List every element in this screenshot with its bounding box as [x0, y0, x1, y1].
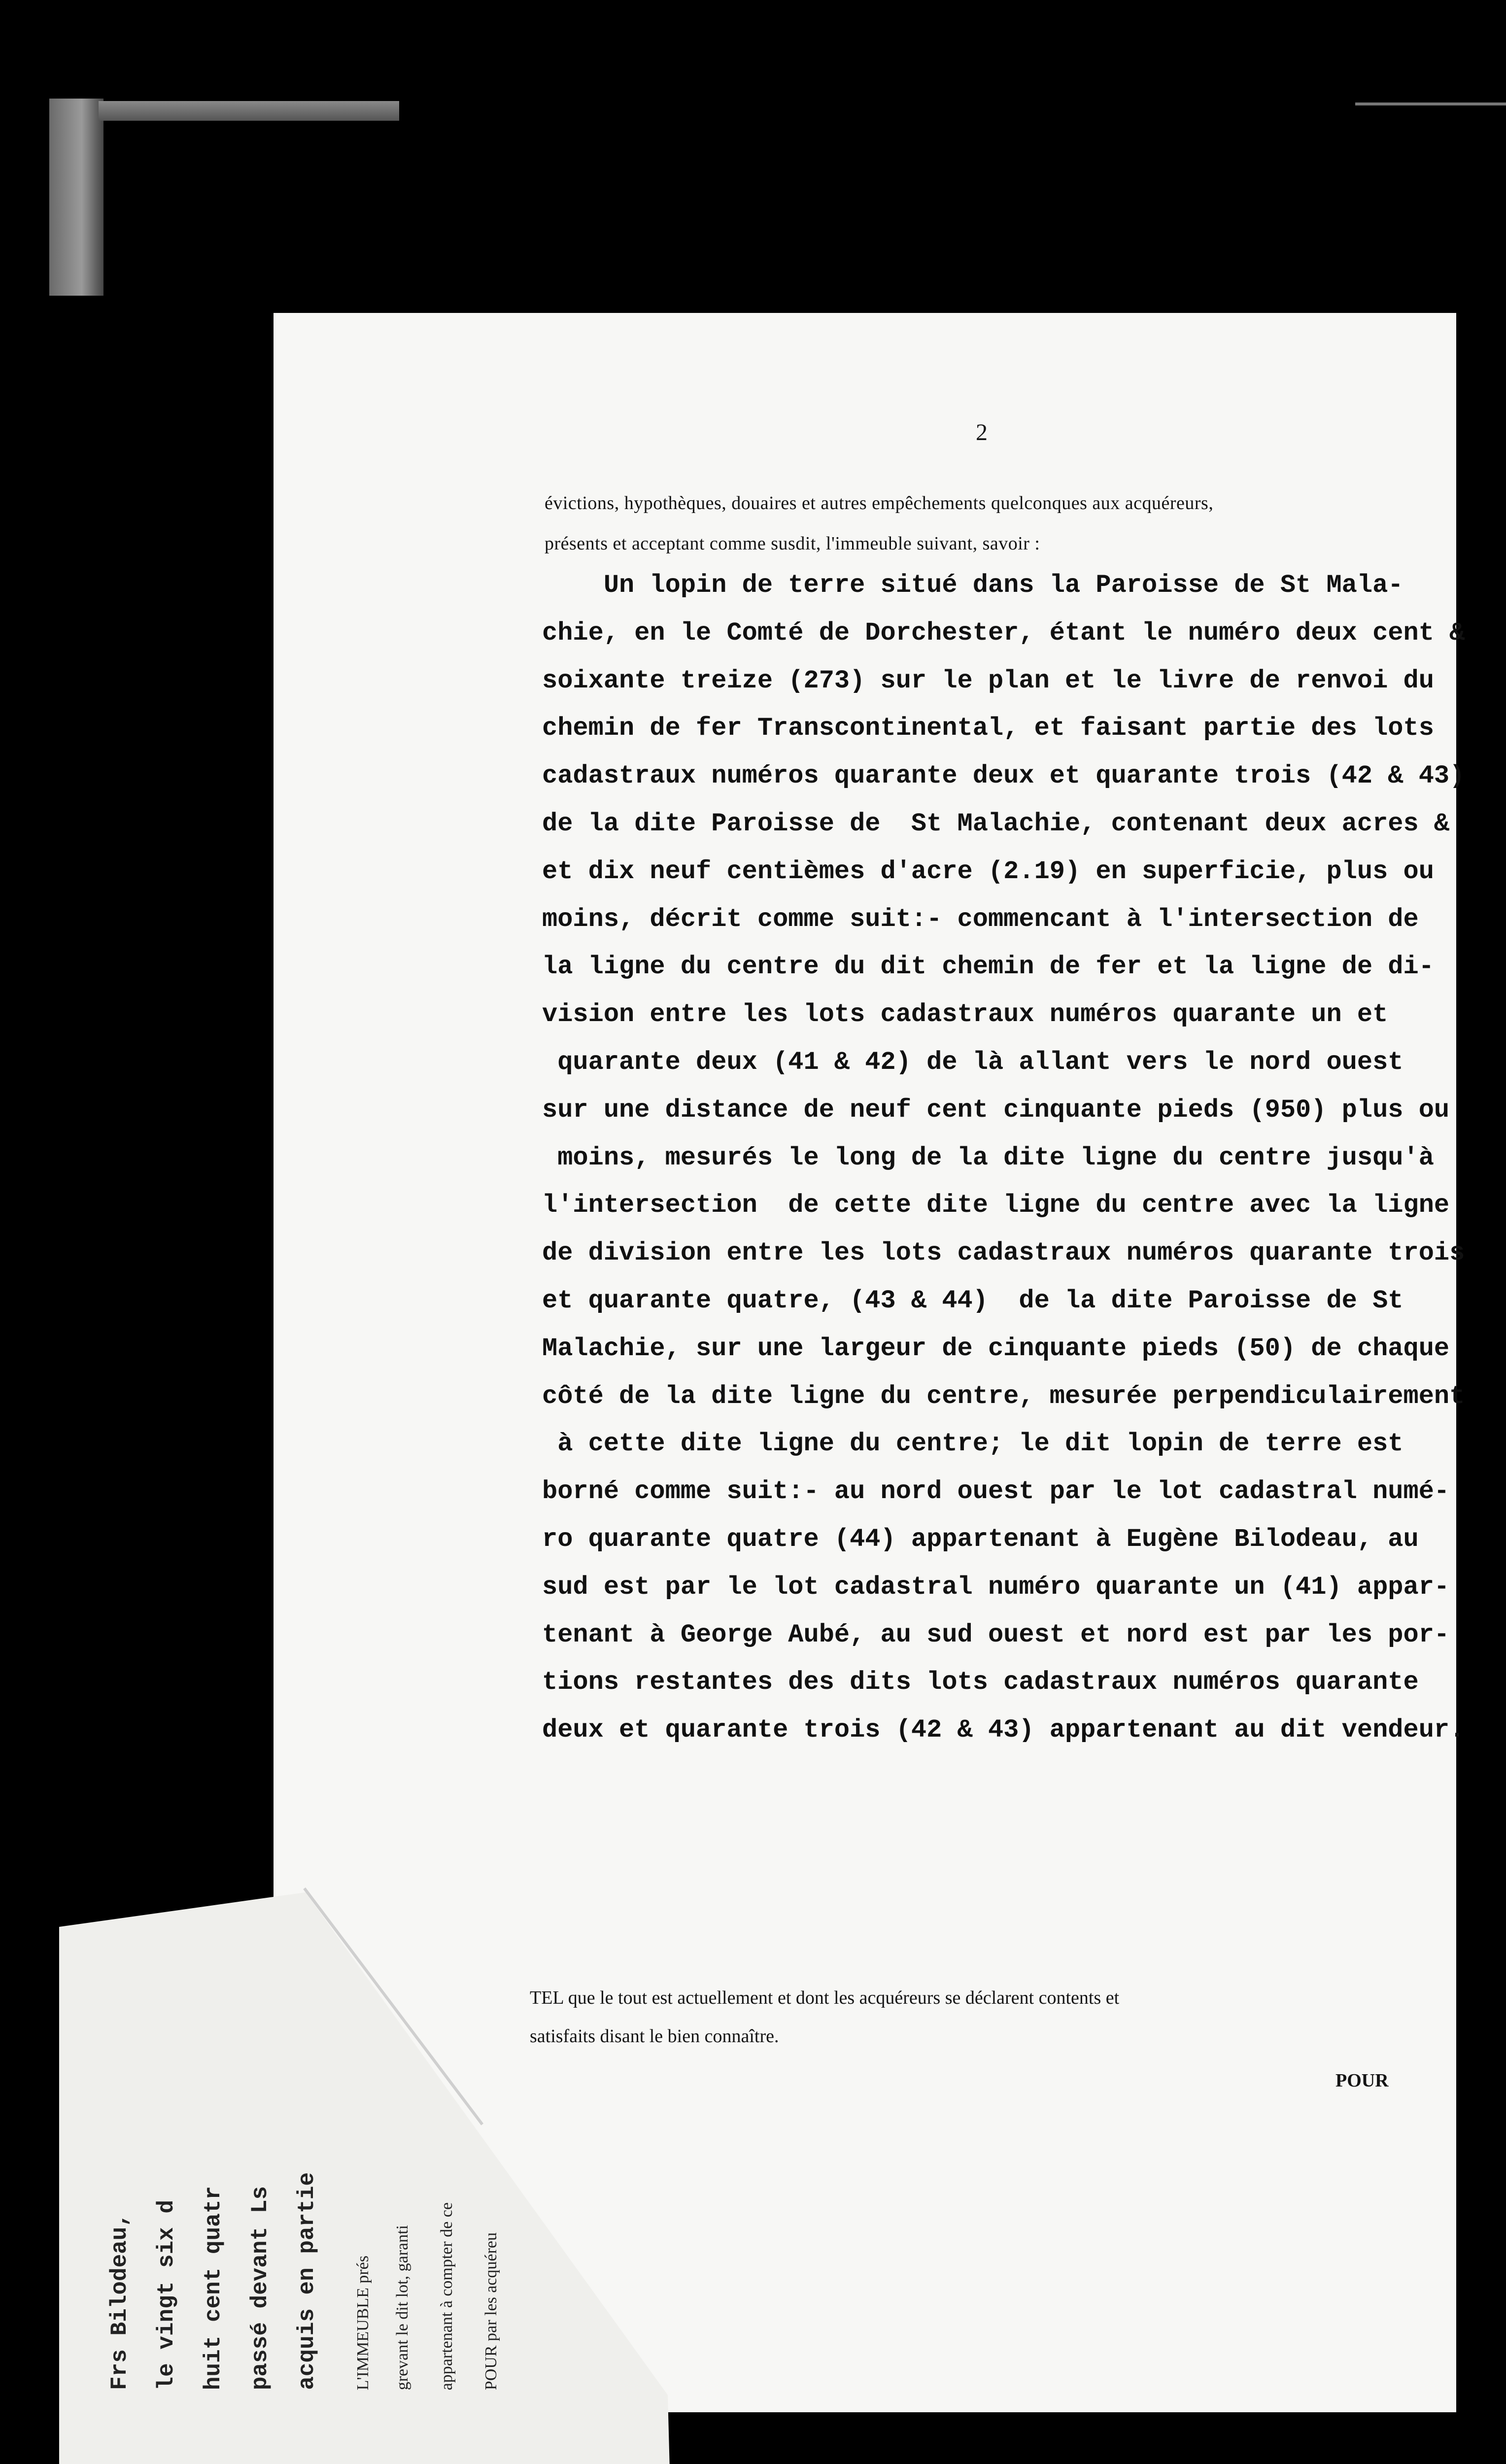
body-line: sud est par le lot cadastral numéro quarante un (41) appar-: [542, 1572, 1450, 1602]
body-line: sur une distance de neuf cent cinquante pieds (950) plus ou: [542, 1095, 1450, 1125]
overlay-line: Frs Bilodeau,: [107, 2213, 133, 2390]
body-line: ro quarante quatre (44) appartenant à Eugène Bilodeau, au: [542, 1524, 1419, 1554]
film-edge-top: [99, 101, 399, 121]
overlay-line: POUR par les acquéreu: [482, 2232, 500, 2390]
overlay-line: grevant le dit lot, garanti: [393, 2224, 411, 2390]
intro-line: évictions, hypothèques, douaires et autres empêchements quelconques aux acquéreurs,: [545, 493, 1214, 513]
body-line: deux et quarante trois (42 & 43) appartenant au dit vendeur.: [542, 1715, 1465, 1745]
body-line: soixante treize (273) sur le plan et le livre de renvoi du: [542, 666, 1434, 695]
film-edge-dash: [1355, 103, 1506, 105]
body-line: côté de la dite ligne du centre, mesurée perpendiculairement: [542, 1381, 1465, 1411]
body-line: de la dite Paroisse de St Malachie, contenant deux acres &: [542, 809, 1450, 838]
film-edge-strip: [49, 99, 103, 296]
overlay-line: passé devant Ls: [247, 2186, 273, 2390]
body-line: tenant à George Aubé, au sud ouest et nord est par les por-: [542, 1620, 1450, 1649]
body-line: et quarante quatre, (43 & 44) de la dite Paroisse de St: [542, 1286, 1403, 1315]
overlay-line: le vingt six d: [154, 2199, 179, 2390]
overlay-line: acquis en partie: [294, 2172, 320, 2390]
overlay-line: huit cent quatr: [201, 2186, 226, 2390]
closing-paragraph: [530, 1979, 1422, 2055]
body-line: Malachie, sur une largeur de cinquante pieds (50) de chaque: [542, 1334, 1450, 1363]
body-line: tions restantes des dits lots cadastraux numéros quarante: [542, 1668, 1419, 1697]
catchword: POUR: [1335, 2070, 1389, 2091]
body-line: moins, décrit comme suit:- commencant à l'intersection de: [542, 904, 1419, 934]
body-line: l'intersection de cette dite ligne du centre avec la ligne: [542, 1191, 1450, 1220]
overlay-line: appartenant à compter de ce: [438, 2202, 456, 2390]
intro-line: présents et acceptant comme susdit, l'immeuble suivant, savoir :: [545, 533, 1040, 554]
property-description: [542, 562, 1465, 1754]
body-line: quarante deux (41 & 42) de là allant vers le nord ouest: [542, 1047, 1403, 1077]
closing-line: TEL que le tout est actuellement et dont les acquéreurs se déclarent contents et: [530, 1987, 1120, 2008]
body-line: la ligne du centre du dit chemin de fer et la ligne de di-: [542, 952, 1434, 982]
overlay-line: L'IMMEUBLE prés: [354, 2255, 372, 2390]
body-line: borné comme suit:- au nord ouest par le lot cadastral numé-: [542, 1477, 1450, 1506]
closing-line: satisfaits disant le bien connaître.: [530, 2026, 779, 2047]
body-line: moins, mesurés le long de la dite ligne du centre jusqu'à: [542, 1143, 1434, 1172]
intro-paragraph: [545, 483, 1382, 564]
page-number: 2: [976, 419, 988, 445]
body-line: chie, en le Comté de Dorchester, étant le numéro deux cent &: [542, 618, 1465, 648]
body-line: à cette dite ligne du centre; le dit lopin de terre est: [542, 1429, 1403, 1459]
body-line: de division entre les lots cadastraux numéros quarante trois: [542, 1238, 1465, 1268]
body-line: Un lopin de terre situé dans la Paroisse de St Mala-: [542, 571, 1403, 600]
body-line: vision entre les lots cadastraux numéros quarante un et: [542, 1000, 1388, 1029]
body-line: cadastraux numéros quarante deux et quarante trois (42 & 43): [542, 761, 1465, 791]
overlapping-sheet-text: [59, 2149, 500, 2390]
body-line: chemin de fer Transcontinental, et faisant partie des lots: [542, 714, 1434, 743]
body-line: et dix neuf centièmes d'acre (2.19) en superficie, plus ou: [542, 856, 1434, 886]
